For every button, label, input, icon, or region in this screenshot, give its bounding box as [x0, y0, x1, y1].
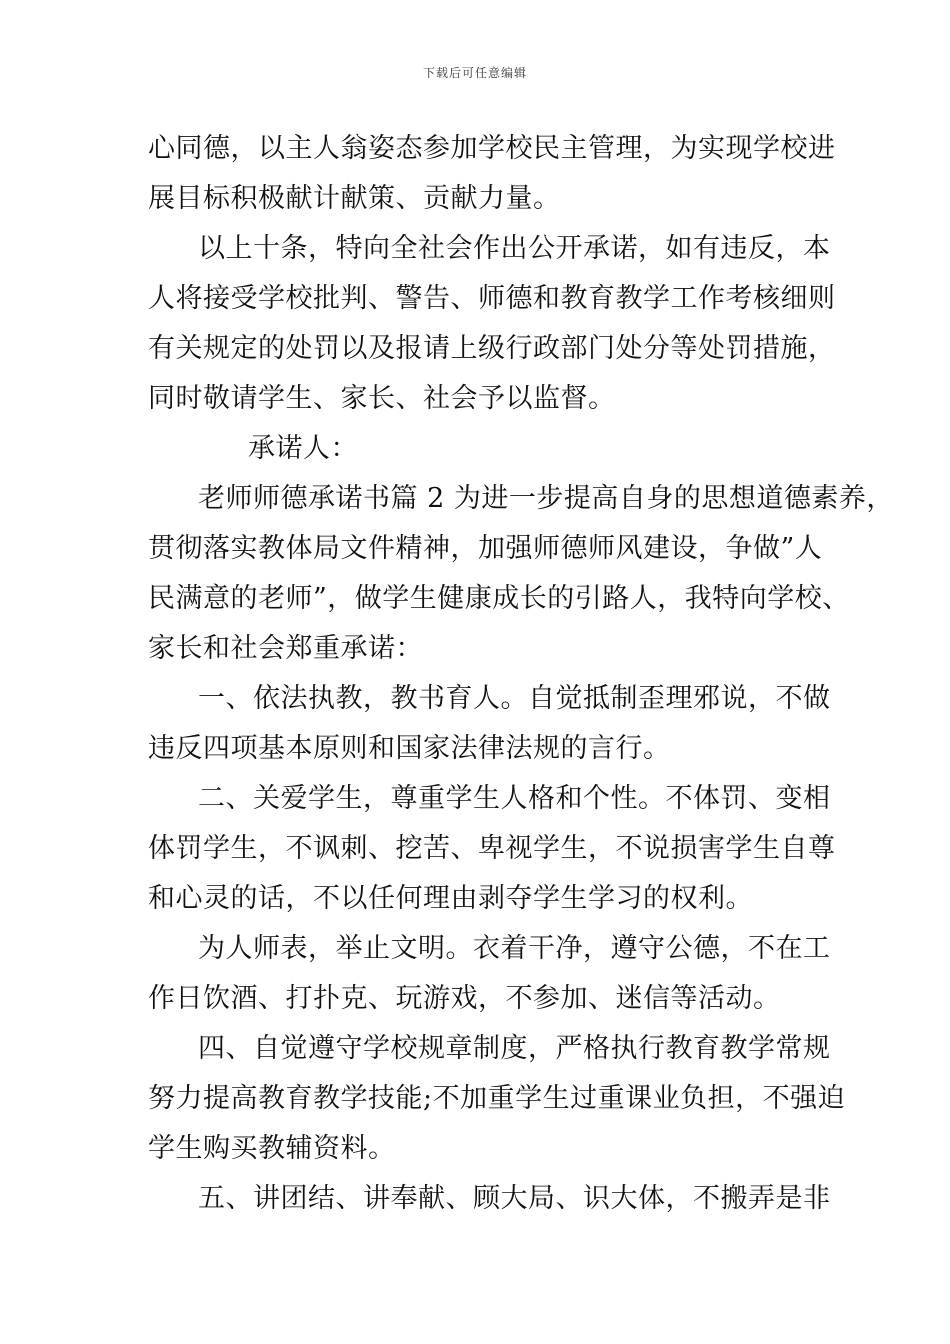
signature-label: 承诺人： — [248, 433, 358, 464]
text-line: 有关规定的处罚以及报请上级行政部门处分等处罚措施， — [148, 333, 836, 364]
text-line: 作日饮酒、打扑克、玩游戏，不参加、迷信等活动。 — [148, 983, 781, 1014]
text-line: 五、讲团结、讲奉献、顾大局、识大体，不搬弄是非 — [198, 1183, 831, 1214]
text-line: 努力提高教育教学技能;不加重学生过重课业负担，不强迫 — [148, 1083, 846, 1114]
text-line: 心同德，以主人翁姿态参加学校民主管理，为实现学校进 — [148, 133, 836, 164]
text-line: 家长和社会郑重承诺： — [148, 633, 423, 664]
text-line: 学生购买教辅资料。 — [148, 1133, 396, 1164]
text-line: 展目标积极献计献策、贡献力量。 — [148, 183, 561, 214]
text-line: 以上十条，特向全社会作出公开承诺，如有违反，本 — [198, 233, 831, 264]
text-line: 体罚学生，不讽刺、挖苦、卑视学生，不说损害学生自尊 — [148, 833, 836, 864]
text-line: 同时敬请学生、家长、社会予以监督。 — [148, 383, 616, 414]
text-line: 贯彻落实教体局文件精神，加强师德师风建设，争做”人 — [148, 533, 823, 564]
text-line: 四、自觉遵守学校规章制度，严格执行教育教学常规 — [198, 1033, 831, 1064]
page-header: 下载后可任意编辑 — [422, 66, 527, 80]
text-line: 为人师表，举止文明。衣着干净，遵守公德，不在工 — [198, 933, 831, 964]
text-line: 二、关爱学生，尊重学生人格和个性。不体罚、变相 — [198, 783, 831, 814]
text-line: 一、依法执教，教书育人。自觉抵制歪理邪说，不做 — [198, 683, 831, 714]
text-line: 老师师德承诺书篇 2 为进一步提高自身的思想道德素养， — [198, 483, 894, 514]
text-line: 人将接受学校批判、警告、师德和教育教学工作考核细则 — [148, 283, 836, 314]
text-line: 违反四项基本原则和国家法律法规的言行。 — [148, 733, 671, 764]
text-line: 民满意的老师”，做学生健康成长的引路人，我特向学校、 — [148, 583, 850, 614]
text-line: 和心灵的话，不以任何理由剥夺学生学习的权利。 — [148, 883, 753, 914]
